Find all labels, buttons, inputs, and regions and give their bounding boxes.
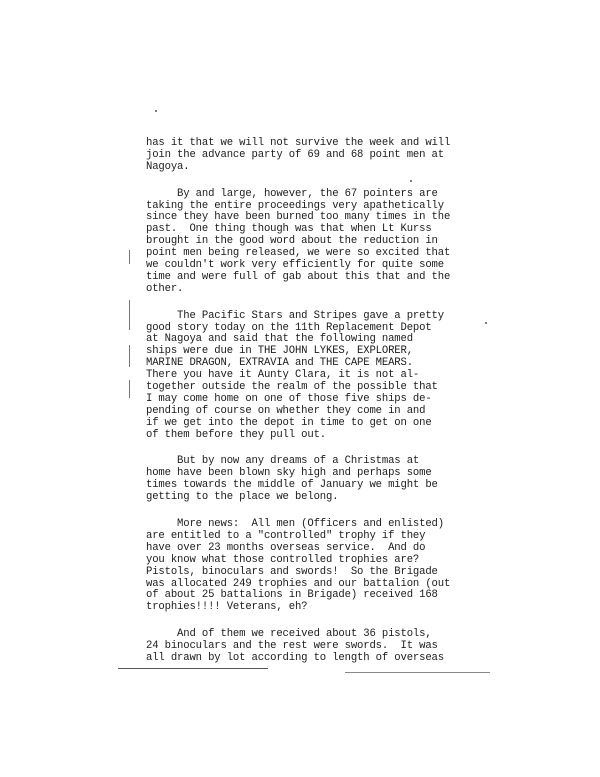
text-line: we couldn't work very efficiently for quite some [146, 259, 444, 272]
text-line: since they have been burned too many times in the [146, 211, 451, 224]
text-line: MARINE DRAGON, EXTRAVIA and THE CAPE MEARS. [146, 357, 413, 370]
text-line: 24 binoculars and the rest were swords. It was [146, 640, 438, 653]
paragraph-gap [146, 174, 498, 189]
text-line: times towards the middle of January we might be [146, 479, 438, 492]
text-line: trophies!!!! Veterans, eh? [146, 601, 308, 614]
text-line: But by now any dreams of a Christmas at [146, 455, 420, 468]
text-line: has it that we will not survive the week and will [146, 137, 451, 149]
text-line: time and were full of gab about this that and the [146, 270, 451, 283]
text-line: past. One thing though was that when Lt Kurss [146, 223, 432, 236]
text-line: together outside the realm of the possible that [146, 381, 438, 394]
paragraph-1 [146, 138, 498, 174]
text-line: By and large, however, the 67 pointers are [146, 187, 438, 200]
bottom-rule-left [118, 668, 268, 669]
margin-mark [129, 300, 130, 330]
paragraph-gap [146, 441, 498, 456]
text-line: taking the entire proceedings very apathetically [146, 199, 444, 212]
margin-mark [129, 380, 130, 398]
margin-mark [129, 250, 130, 264]
bottom-rule-right [345, 672, 490, 673]
text-line: Nagoya. [146, 160, 190, 173]
text-line: have over 23 months overseas service. And do [146, 541, 426, 554]
text-line: More news: All men (Officers and enlisted) [146, 518, 444, 531]
text-line: if we get into the depot in time to get on one [146, 416, 432, 429]
text-line: The Pacific Stars and Stripes gave a pretty [146, 309, 444, 322]
text-line: good story today on the 11th Replacement Depot [146, 321, 432, 334]
text-line: I may come home on one of those five ships de- [146, 392, 432, 405]
margin-mark [129, 345, 130, 367]
text-line: brought in the good word about the reduction in [146, 235, 438, 248]
text-line: point men being released, we were so excited that [146, 247, 451, 260]
text-line: There you have it Aunty Clara, it is not al- [146, 369, 420, 382]
paragraph-4 [146, 456, 498, 504]
paragraph-gap [146, 614, 498, 629]
text-line: other. [146, 282, 184, 295]
paragraph-6 [146, 629, 498, 665]
text-line: was allocated 249 trophies and our battalion (out [146, 577, 451, 590]
paragraph-2 [146, 189, 498, 296]
letter-body [146, 138, 498, 665]
scan-speck [155, 110, 157, 112]
text-line: And of them we received about 36 pistols, [146, 628, 432, 641]
text-line: you know what those controlled trophies are? [146, 553, 420, 566]
text-line: are entitled to a "controlled" trophy if they [146, 529, 426, 542]
text-line: pending of course on whether they come in and [146, 404, 426, 417]
text-line: ships were due in THE JOHN LYKES, EXPLORER, [146, 345, 413, 358]
text-line: join the advance party of 69 and 68 point men at [146, 148, 444, 161]
text-line: Pistols, binoculars and swords! So the Brigade [146, 565, 438, 578]
paragraph-5 [146, 519, 498, 614]
text-line: of about 25 battalions in Brigade) received 168 [146, 589, 438, 602]
text-line: home have been blown sky high and perhaps some [146, 467, 432, 480]
text-line: at Nagoya and said that the following named [146, 333, 413, 346]
text-line: of them before they pull out. [146, 428, 327, 441]
scan-speck [485, 322, 487, 324]
scan-speck [410, 180, 412, 182]
paragraph-gap [146, 504, 498, 519]
paragraph-gap [146, 296, 498, 311]
text-line: all drawn by lot according to length of overseas [146, 651, 444, 664]
paragraph-3 [146, 311, 498, 442]
text-line: getting to the place we belong. [146, 491, 339, 504]
